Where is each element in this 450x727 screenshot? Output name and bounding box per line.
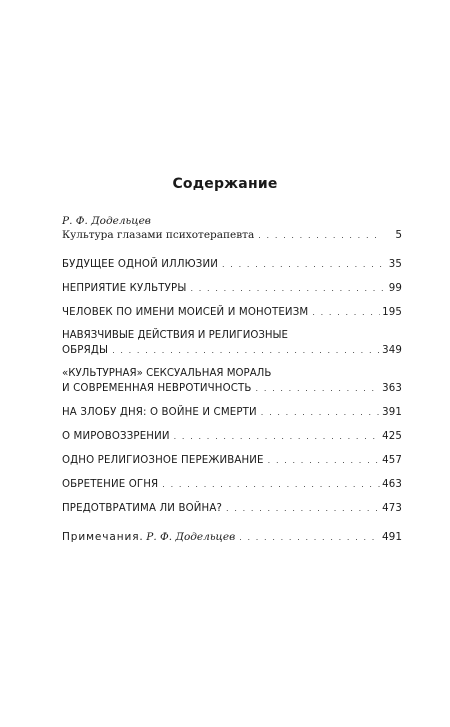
dot-leader: [226, 501, 380, 516]
toc-page-number: 473: [382, 503, 402, 514]
table-of-contents: [62, 214, 402, 545]
toc-entry-line: [62, 453, 402, 468]
toc-page-number: 491: [381, 531, 402, 543]
toc-entry[interactable]: [62, 501, 402, 516]
toc-entry-line: [62, 343, 402, 358]
dot-leader: [256, 381, 381, 396]
toc-entry-line: [62, 501, 402, 516]
toc-entry-line: [62, 429, 402, 444]
toc-entry-line: [62, 530, 402, 545]
toc-page-number: 463: [382, 479, 402, 490]
toc-entry[interactable]: [62, 453, 402, 468]
dot-leader: [312, 305, 380, 320]
toc-entry-title: ПРЕДОТВРАТИМА ЛИ ВОЙНА?: [62, 503, 223, 514]
dot-leader: [174, 429, 380, 444]
dot-leader: [239, 530, 380, 545]
toc-entry-title-line1: НАВЯЗЧИВЫЕ ДЕЙСТВИЯ И РЕЛИГИОЗНЫЕ: [62, 330, 288, 341]
dot-leader: [261, 405, 380, 420]
toc-entry[interactable]: [62, 367, 402, 396]
toc-entry-line: [62, 257, 402, 272]
toc-notes-label: Примечания.: [62, 531, 144, 543]
toc-entry-line: [62, 405, 402, 420]
toc-page-number: 35: [388, 259, 402, 270]
toc-entry-title: О МИРОВОЗЗРЕНИИ: [62, 431, 170, 442]
toc-entry[interactable]: [62, 429, 402, 444]
toc-entry[interactable]: [62, 281, 402, 296]
toc-entry-line: [62, 381, 402, 396]
toc-entry-line: [62, 305, 402, 320]
toc-page-number: 195: [382, 307, 402, 318]
toc-entry[interactable]: [62, 405, 402, 420]
toc-page-number: 349: [382, 345, 402, 356]
dot-leader: [258, 228, 379, 243]
toc-entry-title: ЧЕЛОВЕК ПО ИМЕНИ МОИСЕЙ И МОНОТЕИЗМ: [62, 307, 309, 318]
toc-entry-title: ОБРЕТЕНИЕ ОГНЯ: [62, 479, 159, 490]
dot-leader: [268, 453, 380, 468]
dot-leader: [222, 257, 387, 272]
toc-entry[interactable]: [62, 477, 402, 492]
toc-page-number: 5: [395, 229, 402, 241]
toc-page-number: 391: [382, 407, 402, 418]
toc-page-number: 99: [388, 283, 402, 294]
toc-entry-line: [62, 477, 402, 492]
dot-leader: [112, 343, 380, 358]
toc-entry-title-line2: ОБРЯДЫ: [62, 345, 109, 356]
toc-entry-notes[interactable]: [62, 530, 402, 545]
toc-entry-title: Культура глазами психотерапевта: [62, 229, 255, 241]
toc-entry[interactable]: [62, 257, 402, 272]
toc-entry[interactable]: [62, 305, 402, 320]
toc-entry-line: [62, 228, 402, 243]
toc-page-number: 425: [382, 431, 402, 442]
toc-entry-title-line2: И СОВРЕМЕННАЯ НЕВРОТИЧНОСТЬ: [62, 383, 252, 394]
toc-page-number: 363: [382, 383, 402, 394]
toc-entry-author: Р. Ф. Додельцев: [62, 215, 151, 227]
toc-entry-title: НЕПРИЯТИЕ КУЛЬТУРЫ: [62, 283, 187, 294]
toc-entry-line: [62, 281, 402, 296]
toc-entry-title-line1: «КУЛЬТУРНАЯ» СЕКСУАЛЬНАЯ МОРАЛЬ: [62, 368, 272, 379]
toc-page-number: 457: [382, 455, 402, 466]
toc-entry-title: НА ЗЛОБУ ДНЯ: О ВОЙНЕ И СМЕРТИ: [62, 407, 257, 418]
dot-leader: [162, 477, 380, 492]
page-title: Содержание: [172, 176, 278, 192]
toc-entry[interactable]: [62, 329, 402, 358]
toc-notes-author: Р. Ф. Додельцев: [146, 531, 236, 543]
toc-entry-intro[interactable]: [62, 214, 402, 243]
dot-leader: [190, 281, 386, 296]
toc-entry-title: ОДНО РЕЛИГИОЗНОЕ ПЕРЕЖИВАНИЕ: [62, 455, 264, 466]
toc-entry-title: БУДУЩЕЕ ОДНОЙ ИЛЛЮЗИИ: [62, 259, 218, 270]
